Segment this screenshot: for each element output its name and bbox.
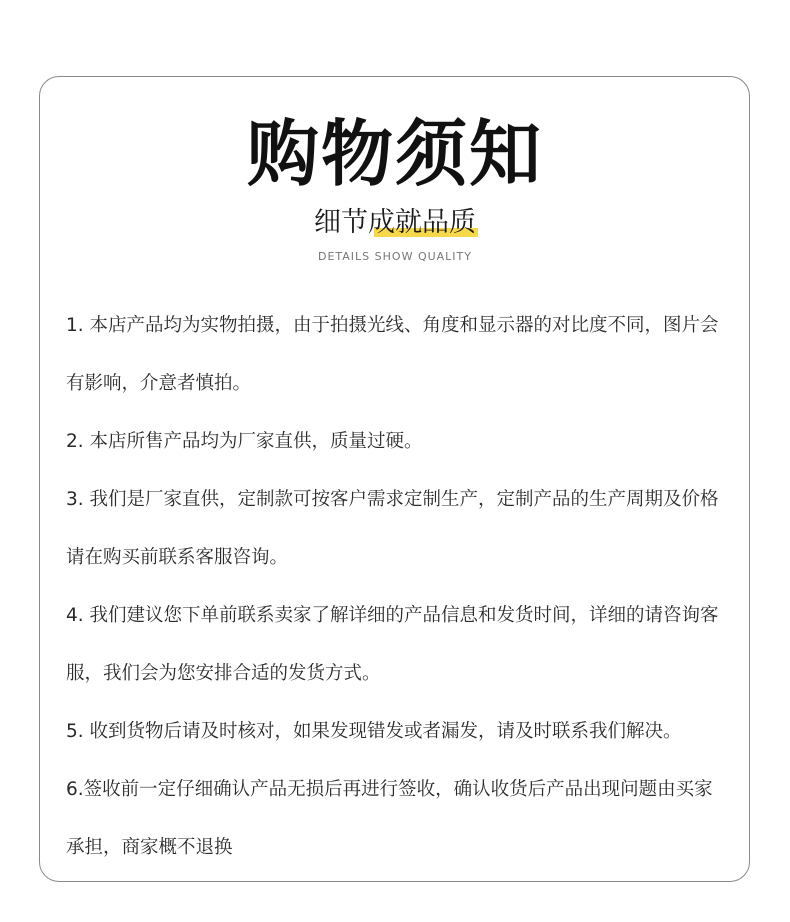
note-item-5: 5. 收到货物后请及时核对，如果发现错发或者漏发，请及时联系我们解决。 [66, 721, 682, 742]
tagline: DETAILS SHOW QUALITY [318, 250, 472, 263]
note-item-2: 2. 本店所售产品均为厂家直供，质量过硬。 [66, 431, 423, 452]
subtitle-text: 细节成就品质 [314, 207, 476, 238]
notes-list [66, 297, 726, 877]
subtitle-container [0, 205, 790, 241]
note-item-1: 1. 本店产品均为实物拍摄，由于拍摄光线、角度和显示器的对比度不同，图片会有影响，介意者慎拍。 [66, 315, 719, 394]
subtitle [312, 205, 478, 241]
note-item-3: 3. 我们是厂家直供，定制款可按客户需求定制生产，定制产品的生产周期及价格请在购买前联系客服咨询。 [66, 489, 719, 568]
note-item-4: 4. 我们建议您下单前联系卖家了解详细的产品信息和发货时间，详细的请咨询客服，我们会为您安排合适的发货方式。 [66, 605, 719, 684]
note-item-6: 6.签收前一定仔细确认产品无损后再进行签收，确认收货后产品出现问题由买家承担，商家概不退换 [66, 779, 713, 858]
page-title: 购物须知 [246, 112, 543, 196]
